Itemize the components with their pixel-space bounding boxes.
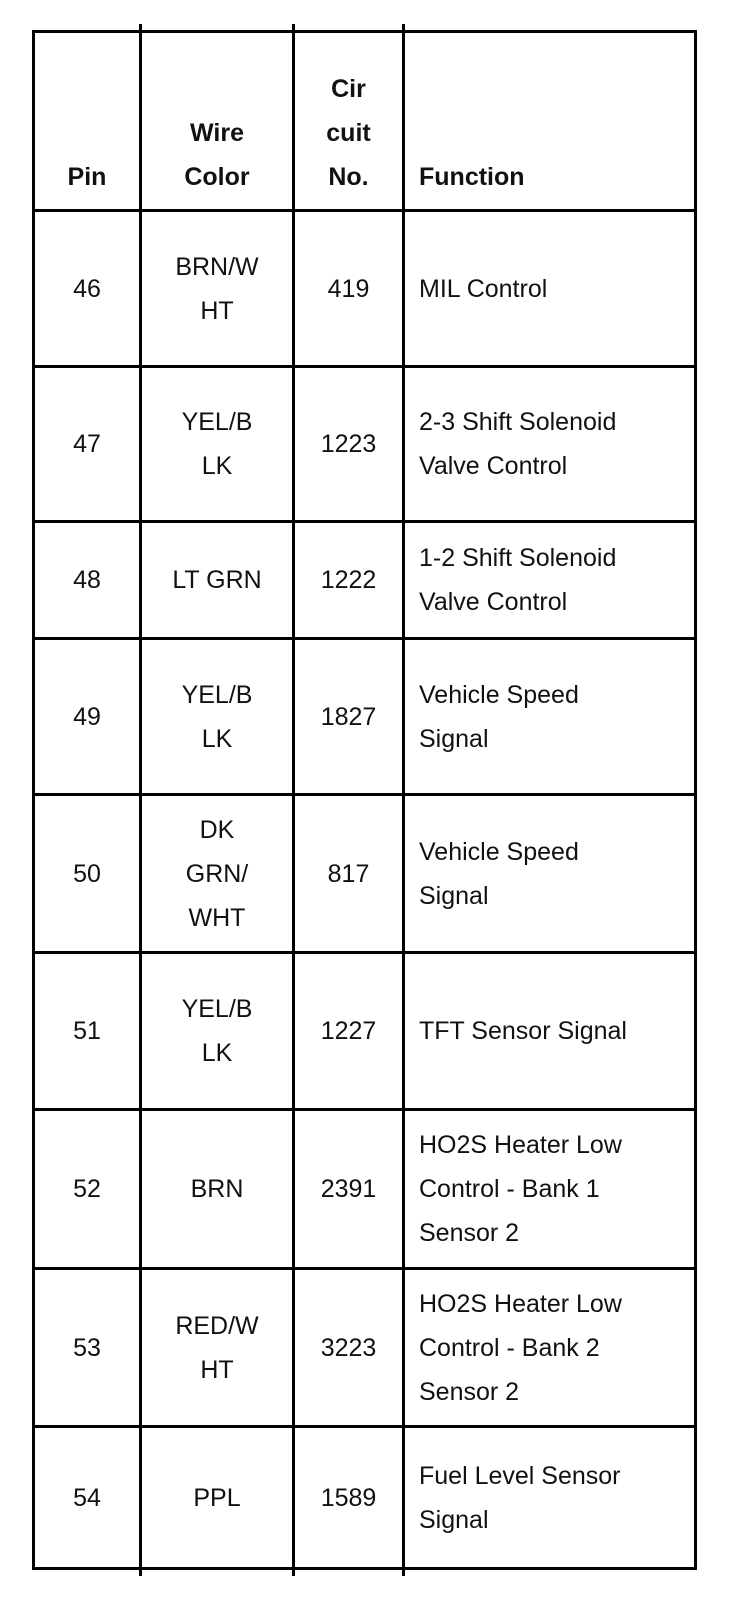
- cell-wire-color: [142, 523, 292, 637]
- cell-text: Vehicle Speed: [419, 680, 579, 709]
- cell-text: YEL/B: [181, 995, 253, 1023]
- cell-text: Wire: [190, 119, 244, 147]
- cell-wire-color: [142, 1270, 292, 1425]
- cell-text: 47: [73, 430, 101, 458]
- cell-text: 52: [73, 1175, 101, 1203]
- cell-text: Signal: [419, 1505, 489, 1534]
- cell-text: 3223: [320, 1333, 377, 1362]
- cell-text: RED/W: [175, 1311, 259, 1340]
- cell-text: 1-2 Shift Solenoid: [419, 544, 617, 572]
- cell-text: Signal: [419, 724, 489, 753]
- header-pin: [35, 33, 139, 209]
- cell-text: 54: [73, 1483, 101, 1512]
- header-function: [405, 33, 694, 209]
- cell-text: Sensor 2: [419, 1377, 520, 1406]
- cell-circuit-no: [295, 796, 402, 951]
- cell-pin: [35, 368, 139, 520]
- cell-circuit-no: [295, 1111, 402, 1267]
- cell-circuit-no: [295, 1270, 402, 1425]
- cell-text: 1827: [320, 702, 377, 731]
- cell-text: 817: [327, 859, 370, 888]
- cell-text: 50: [73, 859, 101, 888]
- cell-function: [405, 1428, 694, 1567]
- cell-text: Cir: [331, 75, 366, 103]
- row-divider: [32, 1567, 697, 1570]
- cell-text: DK: [199, 815, 235, 844]
- cell-function: [405, 954, 694, 1108]
- cell-text: HO2S Heater Low: [419, 1131, 622, 1159]
- cell-circuit-no: [295, 368, 402, 520]
- cell-text: Pin: [67, 163, 107, 191]
- cell-text: PPL: [193, 1483, 241, 1512]
- cell-text: Sensor 2: [419, 1219, 520, 1247]
- cell-wire-color: [142, 1428, 292, 1567]
- cell-text: BRN: [190, 1175, 244, 1203]
- cell-pin: [35, 1270, 139, 1425]
- column-divider: [694, 30, 697, 1570]
- cell-circuit-no: [295, 640, 402, 793]
- cell-text: 51: [73, 1017, 101, 1045]
- cell-text: Vehicle Speed: [419, 837, 579, 866]
- cell-text: TFT Sensor Signal: [419, 1017, 627, 1045]
- cell-function: [405, 796, 694, 951]
- cell-function: [405, 1270, 694, 1425]
- cell-text: LT GRN: [172, 566, 262, 594]
- cell-text: WHT: [188, 903, 246, 932]
- cell-text: 1227: [320, 1017, 377, 1045]
- cell-text: 53: [73, 1333, 101, 1362]
- cell-text: 2391: [320, 1175, 377, 1203]
- header-circuit-no: [295, 33, 402, 209]
- cell-text: HT: [200, 1355, 234, 1384]
- cell-text: 46: [73, 274, 101, 303]
- cell-function: [405, 640, 694, 793]
- cell-pin: [35, 640, 139, 793]
- header-wire-color: [142, 33, 292, 209]
- cell-circuit-no: [295, 1428, 402, 1567]
- cell-wire-color: [142, 954, 292, 1108]
- cell-text: MIL Control: [419, 274, 548, 303]
- cell-pin: [35, 1111, 139, 1267]
- cell-function: [405, 212, 694, 365]
- cell-circuit-no: [295, 954, 402, 1108]
- cell-text: 2-3 Shift Solenoid: [419, 408, 617, 436]
- cell-text: LK: [201, 1039, 233, 1067]
- cell-text: 48: [73, 566, 101, 594]
- cell-text: Signal: [419, 881, 489, 910]
- cell-text: YEL/B: [181, 408, 253, 436]
- cell-wire-color: [142, 1111, 292, 1267]
- cell-text: 1223: [320, 430, 377, 458]
- cell-text: YEL/B: [181, 680, 253, 709]
- cell-text: Fuel Level Sensor: [419, 1461, 621, 1490]
- cell-pin: [35, 523, 139, 637]
- cell-wire-color: [142, 212, 292, 365]
- cell-pin: [35, 1428, 139, 1567]
- cell-function: [405, 1111, 694, 1267]
- cell-text: LK: [201, 452, 233, 480]
- cell-text: Control - Bank 1: [419, 1175, 600, 1203]
- cell-wire-color: [142, 640, 292, 793]
- cell-text: Color: [184, 163, 250, 191]
- cell-text: 49: [73, 702, 101, 731]
- cell-function: [405, 368, 694, 520]
- cell-text: 1222: [320, 566, 377, 594]
- cell-function: [405, 523, 694, 637]
- cell-text: Valve Control: [419, 588, 568, 616]
- cell-text: Control - Bank 2: [419, 1333, 600, 1362]
- cell-text: Valve Control: [419, 452, 568, 480]
- cell-pin: [35, 796, 139, 951]
- cell-wire-color: [142, 796, 292, 951]
- cell-text: HT: [200, 296, 234, 325]
- cell-text: HO2S Heater Low: [419, 1289, 622, 1318]
- cell-circuit-no: [295, 523, 402, 637]
- cell-text: 419: [327, 274, 370, 303]
- cell-pin: [35, 212, 139, 365]
- cell-text: cuit: [326, 119, 371, 147]
- cell-wire-color: [142, 368, 292, 520]
- cell-text: LK: [201, 724, 233, 753]
- cell-circuit-no: [295, 212, 402, 365]
- cell-text: BRN/W: [175, 252, 259, 281]
- cell-text: 1589: [320, 1483, 377, 1512]
- cell-pin: [35, 954, 139, 1108]
- cell-text: No.: [328, 163, 369, 191]
- cell-text: Function: [419, 163, 525, 191]
- cell-text: GRN/: [185, 859, 249, 888]
